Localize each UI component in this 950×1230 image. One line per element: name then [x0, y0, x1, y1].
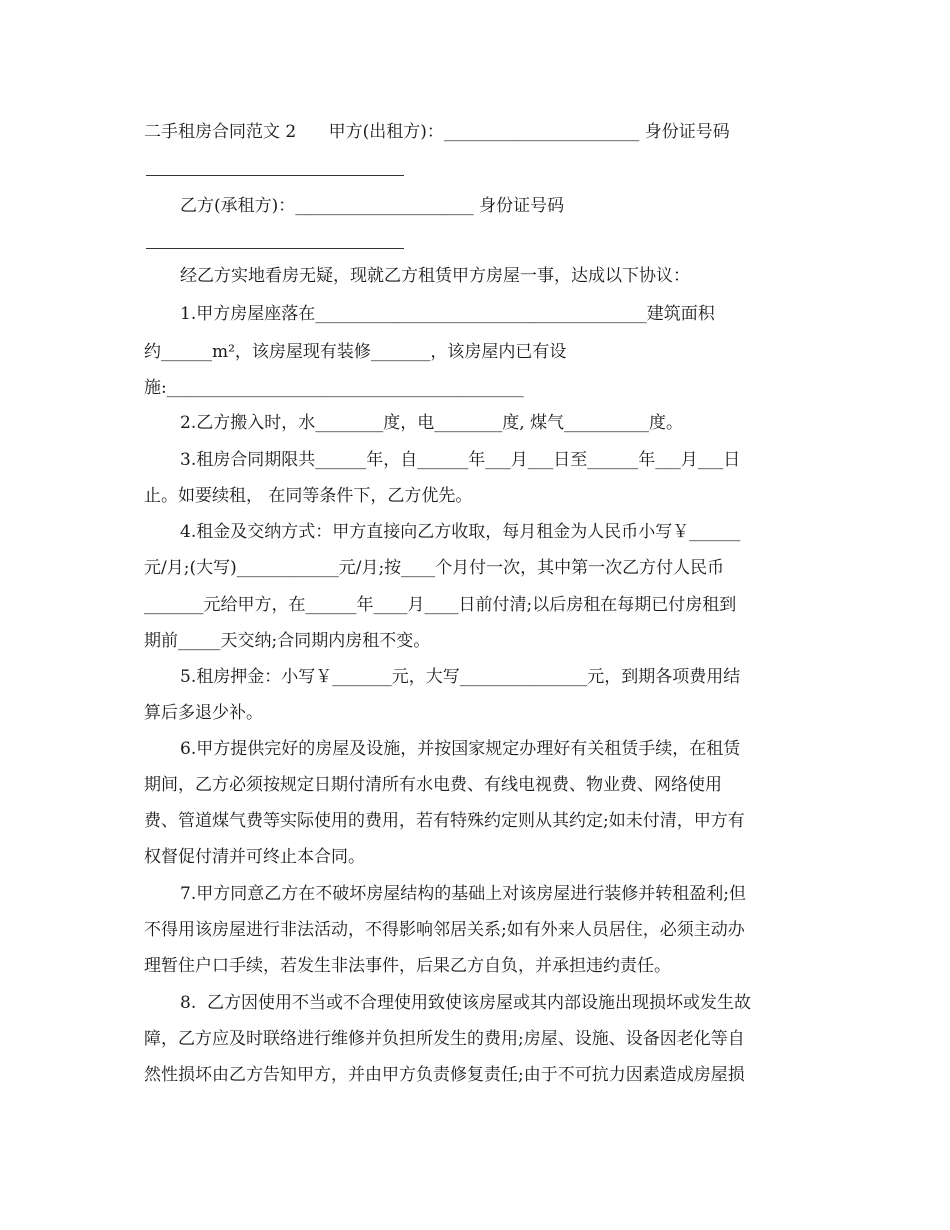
clause-5-line: 5.租房押金：小写￥_______元，大写_______________元，到期各项费用结	[180, 667, 741, 687]
clause-2-line: 2.乙方搬入时，水________度，电________度, 煤气__________度。	[180, 413, 684, 433]
clause-8-line: 障，乙方应及时联络进行维修并负担所发生的费用;房屋、设施、设备因老化等自	[144, 1029, 745, 1049]
clause-5-line: 算后多退少补。	[144, 703, 263, 723]
clause-3-line: 3.租房合同期限共______年，自______年___月___日至______年___月___日	[180, 450, 741, 470]
clause-8-line	[144, 1101, 804, 1123]
clause-6-line: 费、管道煤气费等实际使用的费用，若有特殊约定则从其约定;如未付清，甲方有	[144, 811, 745, 831]
clause-1-line: 施:__________________________________________	[144, 378, 524, 398]
clause-6-line: 6.甲方提供完好的房屋及设施，并按国家规定办理好有关租赁手续，在租赁	[180, 739, 741, 759]
clause-4-line: 元/月;(大写)____________元/月;按____个月付一次，其中第一次乙方付人民币	[144, 558, 725, 578]
clause-8-line: 8. 乙方因使用不当或不合理使用致使该房屋或其内部设施出现损坏或发生故	[180, 993, 752, 1013]
clause-6-line: 期间，乙方必须按规定日期付清所有水电费、有线电视费、物业费、网络使用	[144, 775, 722, 795]
clause-1-line: 1.甲方房屋座落在_______________________________________建筑面积	[180, 304, 715, 324]
clause-4-line: 期前_____天交纳;合同期内房租不变。	[144, 631, 431, 651]
clause-4-line: _______元给甲方，在______年____月____日前付清;以后房租在每期已付房租到	[144, 595, 737, 615]
clause-6-line: 权督促付清并可终止本合同。	[144, 847, 365, 867]
clause-7-line: 理暂住户口手续，若发生非法事件，后果乙方自负，并承担违约责任。	[144, 956, 671, 976]
id-number-blank-line	[146, 248, 404, 249]
intro-paragraph: 经乙方实地看房无疑，现就乙方租赁甲方房屋一事，达成以下协议：	[180, 266, 690, 286]
clause-1-line: 约______m²，该房屋现有装修_______，该房屋内已有设	[144, 342, 567, 362]
clause-4-line: 4.租金及交纳方式：甲方直接向乙方收取，每月租金为人民币小写￥______	[180, 522, 741, 542]
doc-title-line: 二手租房合同范文 2 甲方(出租方)：_______________________ 身份证号码	[144, 122, 730, 142]
clause-7-line: 7.甲方同意乙方在不破坏房屋结构的基础上对该房屋进行装修并转租盈利;但	[180, 884, 746, 904]
party-b-line: 乙方(承租方)：_____________________ 身份证号码	[180, 196, 565, 216]
clause-7-line: 不得用该房屋进行非法活动，不得影响邻居关系;如有外来人员居住，必须主动办	[144, 920, 745, 940]
clause-8-line: 然性损坏由乙方告知甲方，并由甲方负责修复责任;由于不可抗力因素造成房屋损	[144, 1065, 745, 1085]
clause-3-line: 止。如要续租， 在同等条件下，乙方优先。	[144, 486, 473, 506]
id-number-blank-line	[146, 175, 404, 176]
